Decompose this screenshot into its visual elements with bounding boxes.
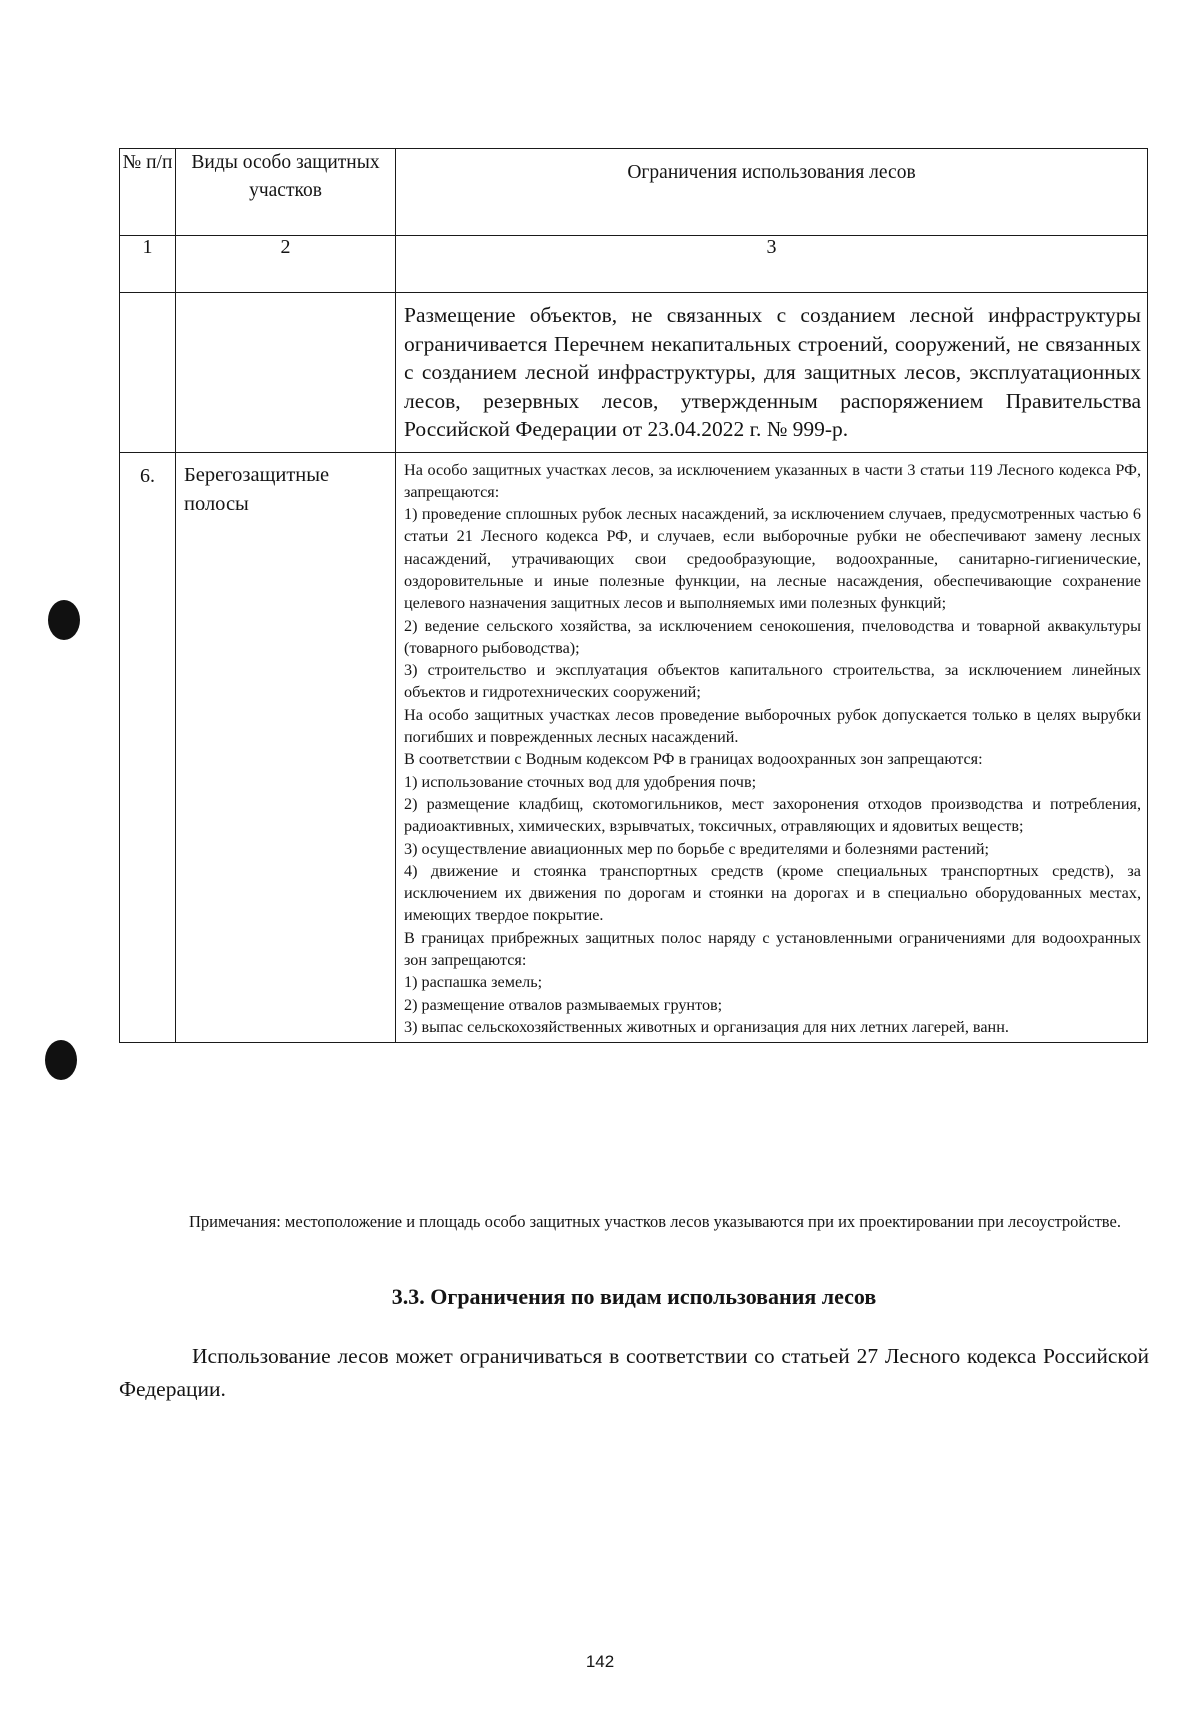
punch-hole-mark bbox=[48, 600, 80, 640]
body-paragraph: Использование лесов может ограничиваться в соответствии со статьей 27 Лесного кодекса Российской Федерации. bbox=[119, 1344, 1149, 1401]
row6-zone-type: Берегозащитные полосы bbox=[184, 463, 330, 515]
restriction-paragraph: 3) выпас сельскохозяйственных животных и организация для них летних лагерей, ванн. bbox=[404, 1017, 1009, 1036]
section-title: 3.3. Ограничения по видам использования лесов bbox=[391, 1284, 877, 1309]
restriction-paragraph: В соответствии с Водным кодексом РФ в границах водоохранных зон запрещаются: bbox=[404, 750, 983, 769]
punch-hole-mark bbox=[45, 1040, 77, 1080]
continuation-type-cell bbox=[176, 293, 396, 453]
restriction-paragraph: 3) строительство и эксплуатация объектов капитального строительства, за исключением линейных объектов и гидротехнических сооружений; bbox=[404, 661, 1141, 702]
table-header-row bbox=[120, 149, 1148, 236]
continuation-text: Размещение объектов, не связанных с созданием лесной инфраструктуры ограничивается Перечнем некапитальных строений, сооружений, не связанных с созданием лесной инфраструктуры, для защитных лесов, эксплуатационных лесов, резервных лесов, утвержденным распоряжением Правительства Российской Федерации от 23.04.2022 г. № 999-р. bbox=[404, 303, 1141, 441]
table-row-6 bbox=[120, 452, 1148, 1043]
continuation-text-cell bbox=[396, 293, 1148, 453]
column-number-3: 3 bbox=[396, 236, 1148, 293]
restriction-paragraph: 1) распашка земель; bbox=[404, 973, 543, 992]
page-number: 142 bbox=[585, 1652, 615, 1671]
header-restrictions: Ограничения использования лесов bbox=[396, 149, 1148, 236]
header-zone-type: Виды особо защитных участков bbox=[176, 149, 396, 236]
restriction-paragraph: 4) движение и стоянка транспортных средств (кроме специальных транспортных средств), за исключением их движения по дорогам и стоянки на дорогах и в специально оборудованных местах, имеющих твердое покрытие. bbox=[404, 861, 1141, 925]
restriction-paragraph: 1) использование сточных вод для удобрения почв; bbox=[404, 772, 757, 791]
restriction-paragraph: В границах прибрежных защитных полос наряду с установленными ограничениями для водоохранных зон запрещаются: bbox=[404, 928, 1141, 970]
row6-restrictions-text bbox=[396, 453, 1147, 1043]
table-notes: Примечания: местоположение и площадь особо защитных участков лесов указываются при их проектировании при лесоустройстве. bbox=[189, 1212, 1121, 1231]
header-number: № п/п bbox=[120, 149, 176, 236]
restriction-paragraph: 2) размещение отвалов размываемых грунтов; bbox=[404, 995, 723, 1014]
row6-number: 6. bbox=[140, 464, 155, 487]
row6-type-cell bbox=[176, 452, 396, 1043]
restriction-paragraph: 2) размещение кладбищ, скотомогильников, мест захоронения отходов производства и потребления, радиоактивных, химических, взрывчатых, токсичных, отравляющих и ядовитых веществ; bbox=[404, 794, 1141, 836]
restrictions-table bbox=[119, 148, 1148, 1043]
column-number-2: 2 bbox=[176, 236, 396, 293]
restriction-paragraph: На особо защитных участках лесов, за исключением указанных в части 3 статьи 119 Лесного кодекса РФ, запрещаются: bbox=[404, 460, 1141, 501]
restriction-paragraph: 2) ведение сельского хозяйства, за исключением сенокошения, пчеловодства и товарной аквакультуры (товарного рыбоводства); bbox=[404, 616, 1141, 657]
restriction-paragraph: 1) проведение сплошных рубок лесных насаждений, за исключением случаев, предусмотренных частью 6 статьи 21 Лесного кодекса РФ, и случаев, если выборочные рубки не обеспечивают замену лесных насаждений, утрачивающих свои средообразующие, водоохранные, санитарно-гигиенические, оздоровительные и иные полезные функции, на лесные насаждения, обеспечивающие сохранение целевого назначения защитных лесов и выполняемых ими полезных функций; bbox=[404, 505, 1141, 613]
restriction-paragraph: На особо защитных участках лесов проведение выборочных рубок допускается только в целях вырубки погибших и поврежденных лесных насаждений. bbox=[404, 705, 1141, 747]
row6-number-cell bbox=[120, 452, 176, 1043]
restriction-paragraph: 3) осуществление авиационных мер по борьбе с вредителями и болезнями растений; bbox=[404, 839, 990, 858]
column-numbers-row bbox=[120, 236, 1148, 293]
column-number-1: 1 bbox=[120, 236, 176, 293]
continuation-number-cell bbox=[120, 293, 176, 453]
row6-restrictions-cell bbox=[396, 452, 1148, 1043]
continuation-row bbox=[120, 293, 1148, 453]
